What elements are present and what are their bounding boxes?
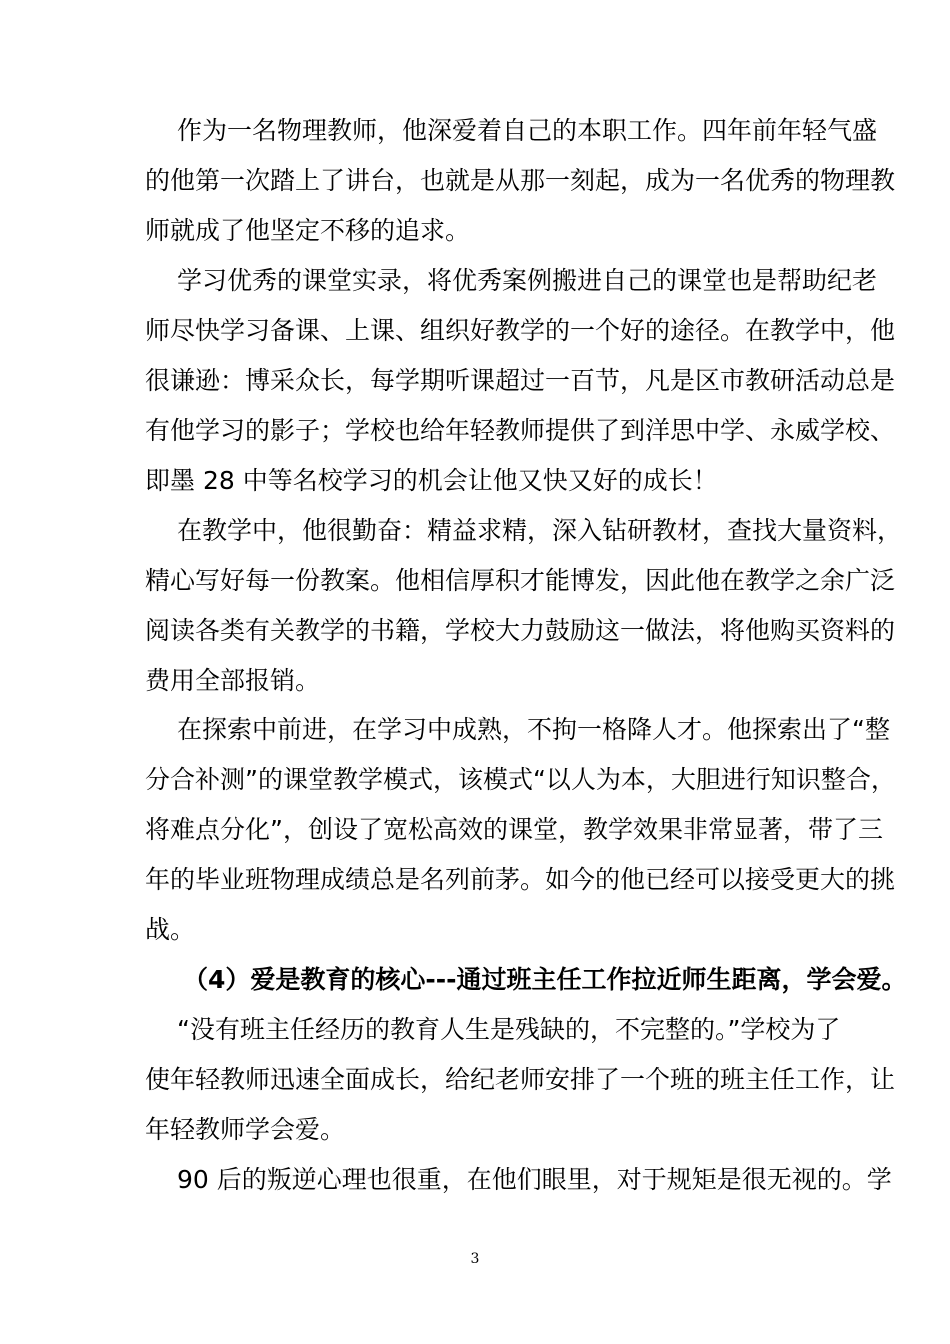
paragraph-3-line-3: 阅读各类有关教学的书籍，学校大力鼓励这一做法，将他购买资料的	[145, 616, 896, 645]
paragraph-2-line-5: 即墨 28 中等名校学习的机会让他又快又好的成长！	[145, 466, 718, 495]
paragraph-1-line-3: 师就成了他坚定不移的追求。	[145, 216, 471, 245]
paragraph-5-line-3: 年轻教师学会爱。	[145, 1115, 346, 1144]
page-number: 3	[470, 1251, 480, 1267]
paragraph-2-line-1: 学习优秀的课堂实录，将优秀案例搬进自己的课堂也是帮助纪老	[177, 266, 878, 295]
paragraph-2-line-4: 有他学习的影子；学校也给年轻教师提供了到洋思中学、永威学校、	[145, 416, 896, 445]
paragraph-3-line-2: 精心写好每一份教案。他相信厚积才能博发，因此他在教学之余广泛	[145, 566, 896, 595]
section-heading: （4）爱是教育的核心---通过班主任工作拉近师生距离，学会爱。	[183, 965, 907, 994]
paragraph-3-line-4: 费用全部报销。	[145, 666, 321, 695]
paragraph-4-line-2: 分合补测”的课堂教学模式，该模式“以人为本，大胆进行知识整合，	[145, 765, 896, 794]
paragraph-4-line-1: 在探索中前进，在学习中成熟，不拘一格降人才。他探索出了“整	[177, 715, 890, 744]
paragraph-4-line-3: 将难点分化”，创设了宽松高效的课堂，教学效果非常显著，带了三	[145, 815, 883, 844]
paragraph-3-line-1: 在教学中，他很勤奋：精益求精，深入钻研教材，查找大量资料，	[177, 516, 903, 545]
paragraph-5-line-1: “没有班主任经历的教育人生是残缺的，不完整的。”学校为了	[177, 1015, 841, 1044]
paragraph-4-line-4: 年的毕业班物理成绩总是名列前茅。如今的他已经可以接受更大的挑	[145, 865, 896, 894]
paragraph-2-line-3: 很谦逊：博采众长，每学期听课超过一百节，凡是区市教研活动总是	[145, 366, 896, 395]
paragraph-5-line-2: 使年轻教师迅速全面成长，给纪老师安排了一个班的班主任工作，让	[145, 1065, 896, 1094]
paragraph-4-line-5: 战。	[145, 915, 196, 944]
paragraph-1-line-2: 的他第一次踏上了讲台，也就是从那一刻起，成为一名优秀的物理教	[145, 166, 896, 195]
paragraph-1-line-1: 作为一名物理教师，他深爱着自己的本职工作。四年前年轻气盛	[177, 116, 878, 145]
paragraph-2-line-2: 师尽快学习备课、上课、组织好教学的一个好的途径。在教学中，他	[145, 316, 896, 345]
paragraph-6-line-1: 90 后的叛逆心理也很重，在他们眼里，对于规矩是很无视的。学	[177, 1165, 892, 1194]
